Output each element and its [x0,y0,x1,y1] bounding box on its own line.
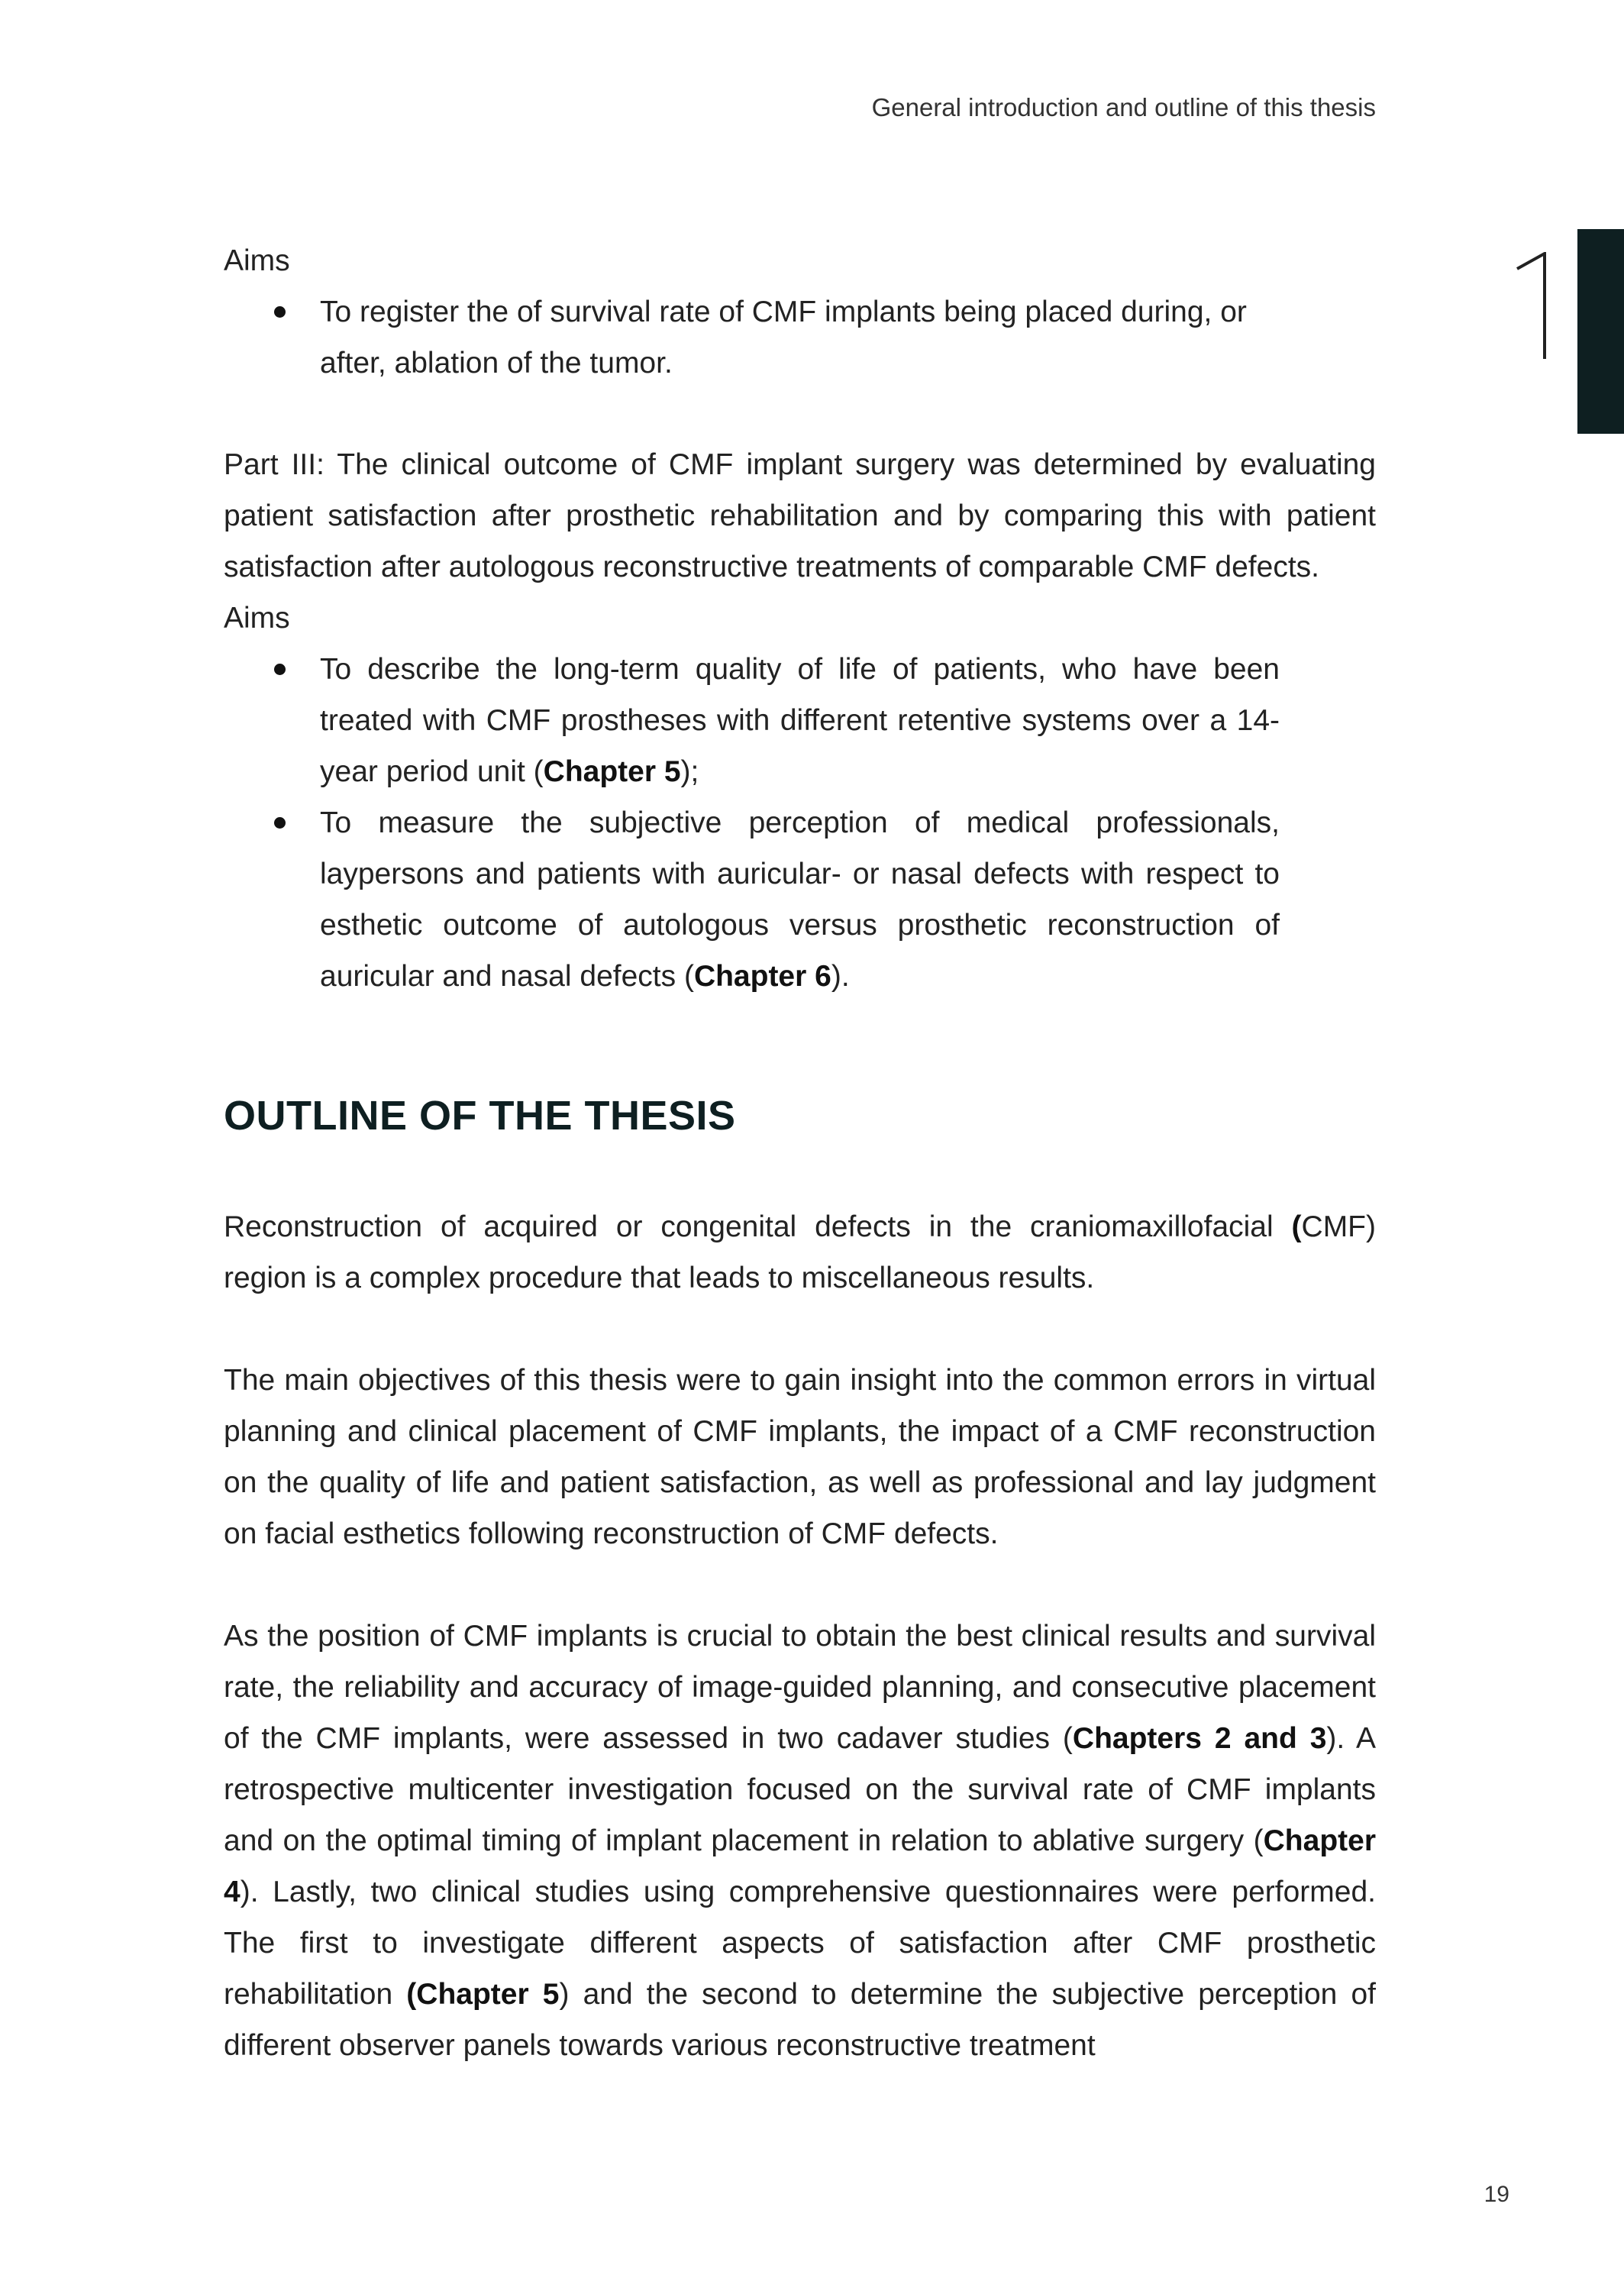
outline-body [224,1201,1376,2071]
paragraph [224,1201,1376,1304]
part3-section [224,439,1376,1002]
paragraph-text: CMF) region is a complex procedure that leads to miscellaneous results. [224,1210,1376,1294]
bullet-icon [274,664,286,675]
spacer [224,1559,1376,1611]
bullet-text: To describe the long-term quality of life of patients, who have been treated with CMF prostheses with different retentive systems over a 14-year period unit ( [320,653,1280,788]
chapter-ref: (Chapter 5 [406,1978,560,2011]
bullet-tail: ); [680,755,699,788]
paragraph-text: ). Lastly, two clinical studies using comprehensive questionnaires were performed. The first to investigate different aspects of satisfaction after CMF prosthetic rehabilitation [224,1876,1376,2011]
aims-label: Aims [224,244,290,277]
section-heading: OUTLINE OF THE THESIS [224,1093,736,1139]
bullet-icon [274,306,286,318]
bold-text: ( [1291,1210,1302,1243]
bullet-tail: ). [831,960,850,993]
part3-intro: Part III: The clinical outcome of CMF implant surgery was determined by evaluating patient satisfaction after prosthetic rehabilitation and by comparing this with patient satisfaction after autologous reconstructive treatments of comparable CMF defects. [224,448,1376,583]
list-item [224,644,1280,797]
bullet-text: To register the of survival rate of CMF implants being placed during, or after, ablation of the tumor. [320,296,1247,380]
list-item [224,286,1280,389]
bullet-text: To measure the subjective perception of medical professionals, laypersons and patients with auricular- or nasal defects with respect to esthetic outcome of autologous versus prosthetic reconstruction of auricular and nasal defects ( [320,806,1280,993]
aims-list [224,286,1376,389]
list-item [224,797,1280,1002]
part2-aims-section [224,235,1376,389]
chapter-ref: Chapter 5 [543,755,681,788]
chapter-tab [1577,229,1624,434]
bullet-icon [274,817,286,829]
paragraph-text: ). A retrospective multicenter investigation focused on the survival rate of CMF implants and on the optimal timing of implant placement in relation to ablative surgery ( [224,1722,1376,1857]
aims-list [224,644,1376,1002]
chapter-ref: Chapter 6 [693,960,831,993]
spacer [224,1304,1376,1355]
chapter-ref: Chapters 2 and 3 [1072,1722,1327,1755]
chapter-ref: Chapter 4 [224,1824,1376,1908]
chapter-numeral [1511,252,1558,360]
paragraph: The main objectives of this thesis were to gain insight into the common errors in virtual planning and clinical placement of CMF implants, the impact of a CMF reconstruction on the quality of life and patient satisfaction, as well as professional and lay judgment on facial esthetics following reconstruction of CMF defects. [224,1364,1376,1550]
running-head: General introduction and outline of this thesis [871,93,1376,121]
paragraph-text: Reconstruction of acquired or congenital defects in the craniomaxillofacial [224,1210,1292,1243]
paragraph [224,1611,1376,2071]
aims-label: Aims [224,602,290,635]
paragraph-text: ) and the second to determine the subjective perception of different observer panels towards various reconstructive treatment [224,1978,1376,2062]
paragraph-text: As the position of CMF implants is crucial to obtain the best clinical results and survival rate, the reliability and accuracy of image-guided planning, and consecutive placement of the CMF implants, were assessed in two cadaver studies ( [224,1620,1376,1755]
page-number: 19 [1484,2182,1509,2207]
